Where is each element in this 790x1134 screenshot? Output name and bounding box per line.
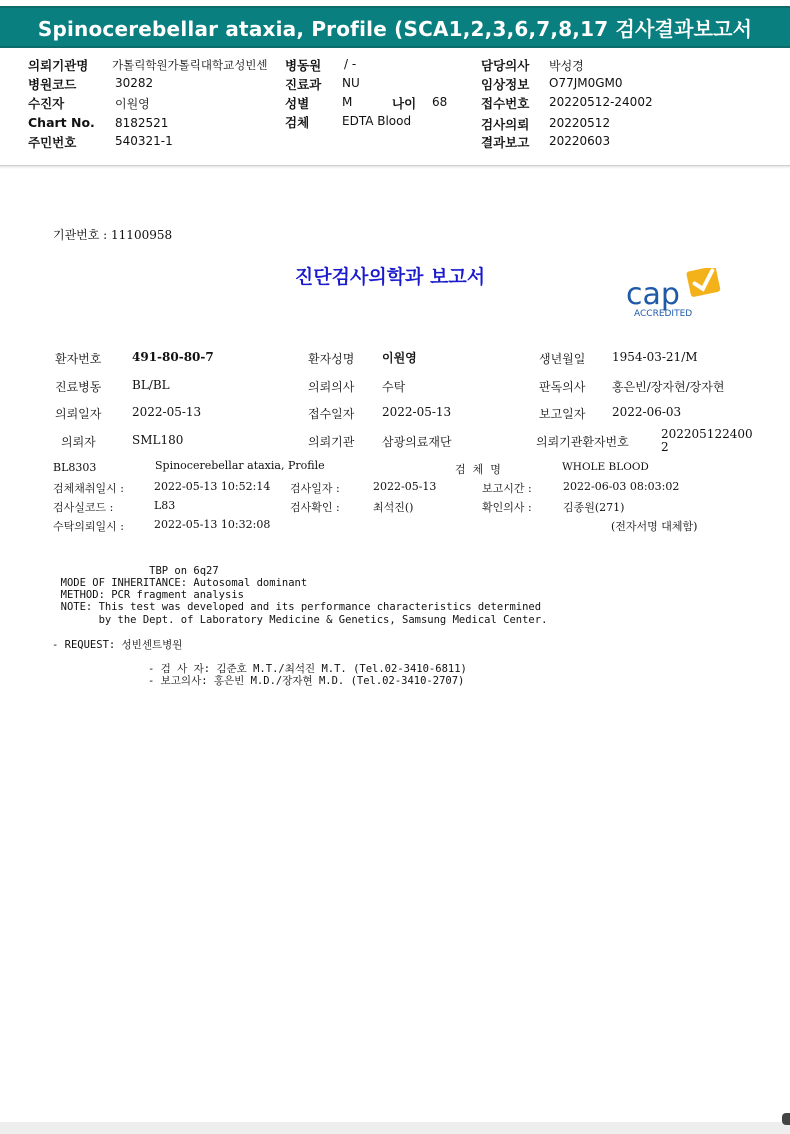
value-specimen-name: WHOLE BLOOD [562,461,649,473]
note-line-4: NOTE: This test was developed and its performance characteristics determined [48,601,542,613]
staff-line-1: - 검 사 자: 김준호 M.T./최석진 M.T. (Tel.02-3410-6811) [148,663,467,675]
label-receipt-date: 접수일자 [308,407,355,421]
value-requesting-institution: 가톨릭학원가톨릭대학교성빈센 [112,58,268,72]
label-reading-doctor: 판독의사 [539,380,586,394]
value-collection-datetime: 2022-05-13 10:52:14 [154,480,271,493]
label-test-request-date: 검사의뢰 [481,117,530,132]
value-resident-no: 540321-1 [115,134,173,148]
label-specimen-name: 검 체 명 [455,463,501,476]
label-ward-unit: 진료병동 [55,380,102,394]
label-patient-number: 환자번호 [55,352,102,366]
value-reading-doctor: 홍은빈/장자현/장자현 [612,380,725,394]
value-specimen: EDTA Blood [342,114,412,128]
value-clinical-info: O77JM0GM0 [549,76,623,90]
value-patient: 이원영 [115,97,150,111]
horizontal-scrollbar[interactable] [0,1122,790,1134]
value-date-of-birth: 1954-03-21/M [612,350,698,364]
value-confirming-doctor: 김종원(271) [563,501,625,514]
label-chart-no: Chart No. [28,115,95,130]
institution-number: 기관번호 : 11100958 [53,228,173,242]
label-report-date: 보고일자 [539,407,586,421]
label-specimen: 검체 [285,115,310,130]
value-result-report-date: 20220603 [549,134,611,148]
label-requester: 의뢰자 [61,435,96,449]
value-accession-no: 20220512-24002 [549,95,653,109]
label-department: 진료과 [285,77,322,92]
label-lab-code: 검사실코드 : [53,501,114,514]
label-clinical-info: 임상정보 [481,77,530,92]
value-department: NU [342,76,360,90]
label-accession-no: 접수번호 [481,96,530,111]
label-confirming-doctor: 확인의사 : [482,501,532,514]
label-request-date: 의뢰일자 [55,407,102,421]
value-request-date: 2022-05-13 [132,405,202,419]
value-sex: M [342,95,353,109]
report-title-bar [0,6,790,48]
value-ward: / - [344,57,357,71]
label-test-confirmation: 검사확인 : [290,501,340,514]
label-age: 나이 [392,96,417,111]
label-consignment-datetime: 수탁의뢰일시 : [53,520,124,533]
label-institution-patient-number: 의뢰기관환자번호 [536,435,629,449]
value-attending-doctor: 박성경 [549,59,584,73]
value-test-confirmation: 최석진() [373,501,414,514]
value-age: 68 [432,95,448,109]
value-hospital-code: 30282 [115,76,154,90]
value-patient-number: 491-80-80-7 [132,350,214,364]
value-receipt-date: 2022-05-13 [382,405,452,419]
label-sex: 성별 [285,96,310,111]
label-attending-doctor: 담당의사 [481,58,530,73]
label-requesting-doctor: 의뢰의사 [308,380,355,394]
value-patient-name: 이원영 [382,351,417,365]
electronic-signature-note: (전자서명 대체함) [611,520,698,533]
label-report-time: 보고시간 : [482,482,532,495]
svg-text:ACCREDITED: ACCREDITED [634,309,693,319]
value-institution-patient-number-line2: 2 [661,440,669,454]
value-requester: SML180 [132,433,184,447]
svg-text:cap: cap [626,277,680,312]
cap-accredited-logo [622,268,732,322]
staff-line-2: - 보고의사: 홍은빈 M.D./장자현 M.D. (Tel.02-3410-2707) [148,675,465,687]
scrollbar-thumb[interactable] [782,1113,790,1125]
value-institution-patient-number-line1: 202205122400 [661,427,753,441]
value-chart-no: 8182521 [115,116,169,130]
value-test-request-date: 20220512 [549,116,611,130]
label-patient: 수진자 [28,96,65,111]
label-patient-name: 환자성명 [308,352,355,366]
label-ward: 병동원 [285,58,322,73]
label-result-report-date: 결과보고 [481,135,530,150]
value-ward-unit: BL/BL [132,378,170,392]
document-title: 진단검사의학과 보고서 [294,266,486,288]
note-line-2: MODE OF INHERITANCE: Autosomal dominant [48,577,308,589]
label-collection-datetime: 검체채취일시 : [53,482,124,495]
report-title: Spinocerebellar ataxia, Profile (SCA1,2,3,6,7,8,17 검사결과보고서 [37,16,753,41]
value-requesting-institution-2: 삼광의료재단 [382,435,452,449]
label-date-of-birth: 생년월일 [539,352,586,366]
header-divider [0,166,790,169]
test-code: BL8303 [53,461,97,474]
label-requesting-institution-2: 의뢰기관 [308,435,355,449]
value-consignment-datetime: 2022-05-13 10:32:08 [154,518,271,531]
note-line-5: by the Dept. of Laboratory Medicine & Genetics, Samsung Medical Center. [48,614,548,626]
label-test-date: 검사일자 : [290,482,340,495]
test-name: Spinocerebellar ataxia, Profile [155,459,325,472]
label-hospital-code: 병원코드 [28,77,77,92]
value-requesting-doctor: 수탁 [382,380,406,394]
request-line: - REQUEST: 성빈센트병원 [52,639,183,651]
value-report-date: 2022-06-03 [612,405,682,419]
label-requesting-institution: 의뢰기관명 [28,58,89,73]
value-test-date: 2022-05-13 [373,480,437,493]
note-line-1: TBP on 6q27 [48,565,219,577]
value-report-time: 2022-06-03 08:03:02 [563,480,680,493]
note-line-3: METHOD: PCR fragment analysis [48,589,244,601]
value-lab-code: L83 [154,499,176,512]
label-resident-no: 주민번호 [28,135,77,150]
